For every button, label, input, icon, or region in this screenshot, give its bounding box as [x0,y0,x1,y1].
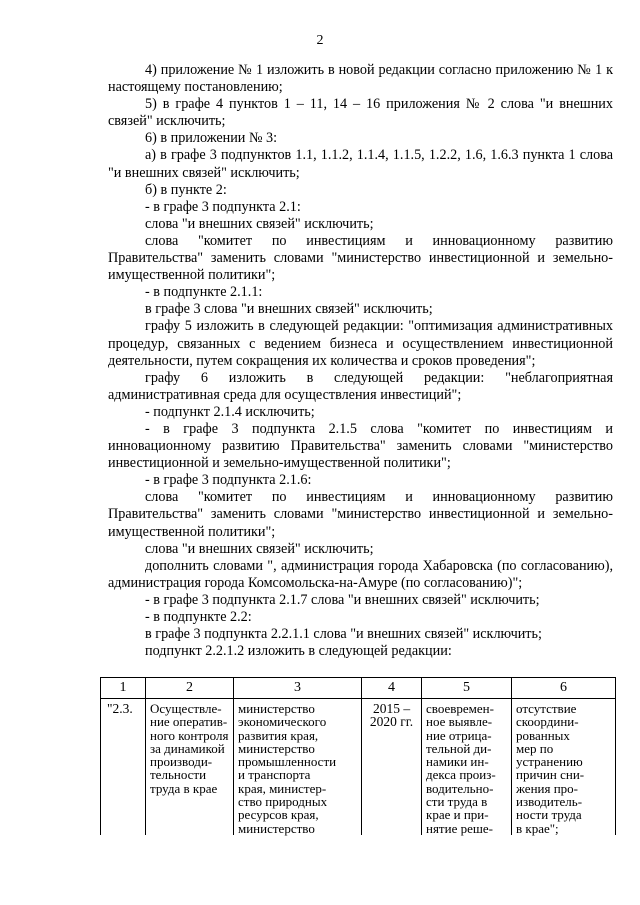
paragraph: 4) приложение № 1 изложить в новой редакции согласно приложению № 1 к настоящему постановлению; [108,62,613,96]
paragraph: слова "и внешних связей" исключить; [145,540,374,557]
page-number: 2 [316,33,324,48]
paragraph: - в графе 3 подпункта 2.1.5 слова "комитет по инвестициям и инновационному развитию Правительства" заменить словами "министерство инвестиционной и земельно-имущественной политики"; [108,420,613,472]
amendment-table [100,677,616,835]
column-header: 2 [146,678,234,699]
table-row [101,699,616,835]
paragraph: слова "комитет по инвестициям и инновационному развитию Правительства" заменить словами "министерство инвестиционной и земельно-имущественной политики"; [108,489,613,540]
column-header: 4 [362,678,422,699]
column-header: 1 [101,678,146,699]
paragraph: подпункт 2.2.1.2 изложить в следующей редакции: [145,643,452,660]
table-cell: Осуществле- ние оператив- ного контроля за динамикой производи- тельности труда в крае [146,699,234,835]
paragraph: слова "и внешних связей" исключить; [145,215,374,232]
document-body [108,62,613,660]
paragraph: графу 6 изложить в следующей редакции: "неблагоприятная административная среда для осуществления инвестиций"; [108,369,613,403]
paragraph: 5) в графе 4 пунктов 1 – 11, 14 – 16 приложения № 2 слова "и внешних связей" исключить; [108,96,613,130]
table-cell: 2015 – 2020 гг. [362,699,422,835]
paragraph: а) в графе 3 подпунктов 1.1, 1.1.2, 1.1.4, 1.1.5, 1.2.2, 1.6, 1.6.3 пункта 1 слова "и внешних связей" исключить; [108,147,613,181]
column-header: 6 [512,678,616,699]
paragraph: - в подпункте 2.2: [145,609,252,625]
column-header: 5 [422,678,512,699]
table-cell: своевремен- ное выявле- ние отрица- тельной ди- намики ин- декса произ- водительно- сти труда в крае и при- нятие реше- [422,699,512,835]
paragraph: б) в пункте 2: [145,181,227,198]
column-header: 3 [234,678,362,699]
paragraph: - в подпункте 2.1.1: [145,284,263,301]
paragraph: в графе 3 подпункта 2.2.1.1 слова "и внешних связей" исключить; [145,626,542,643]
paragraph: 6) в приложении № 3: [145,130,278,147]
paragraph: графу 5 изложить в следующей редакции: "оптимизация административных процедур, связанных с ведением бизнеса и осуществлением инвестиционной деятельности, путем сокращения их количества и сроков проведения"; [108,318,613,369]
paragraph: в графе 3 слова "и внешних связей" исключить; [145,301,433,318]
paragraph: дополнить словами ", администрация города Хабаровска (по согласованию), администрация города Комсомольска-на-Амуре (по согласованию)"; [108,557,613,591]
paragraph: - в графе 3 подпункта 2.1.6: [145,472,312,489]
paragraph: - подпункт 2.1.4 исключить; [145,403,315,420]
paragraph: слова "комитет по инвестициям и инновационному развитию Правительства" заменить словами "министерство инвестиционной и земельно-имущественной политики"; [108,232,613,284]
paragraph: - в графе 3 подпункта 2.1.7 слова "и внешних связей" исключить; [145,591,540,608]
paragraph: - в графе 3 подпункта 2.1: [145,198,301,215]
table-cell: министерство экономического развития края, министерство промышленности и транспорта края, министер- ство природных ресурсов края, министерство [234,699,362,835]
table-cell: "2.3. [101,699,146,835]
table-header-row [101,678,616,699]
table-cell: отсутствие скоордини- рованных мер по устранению причин сни- жения про- изводитель- ности труда в крае"; [512,699,616,835]
